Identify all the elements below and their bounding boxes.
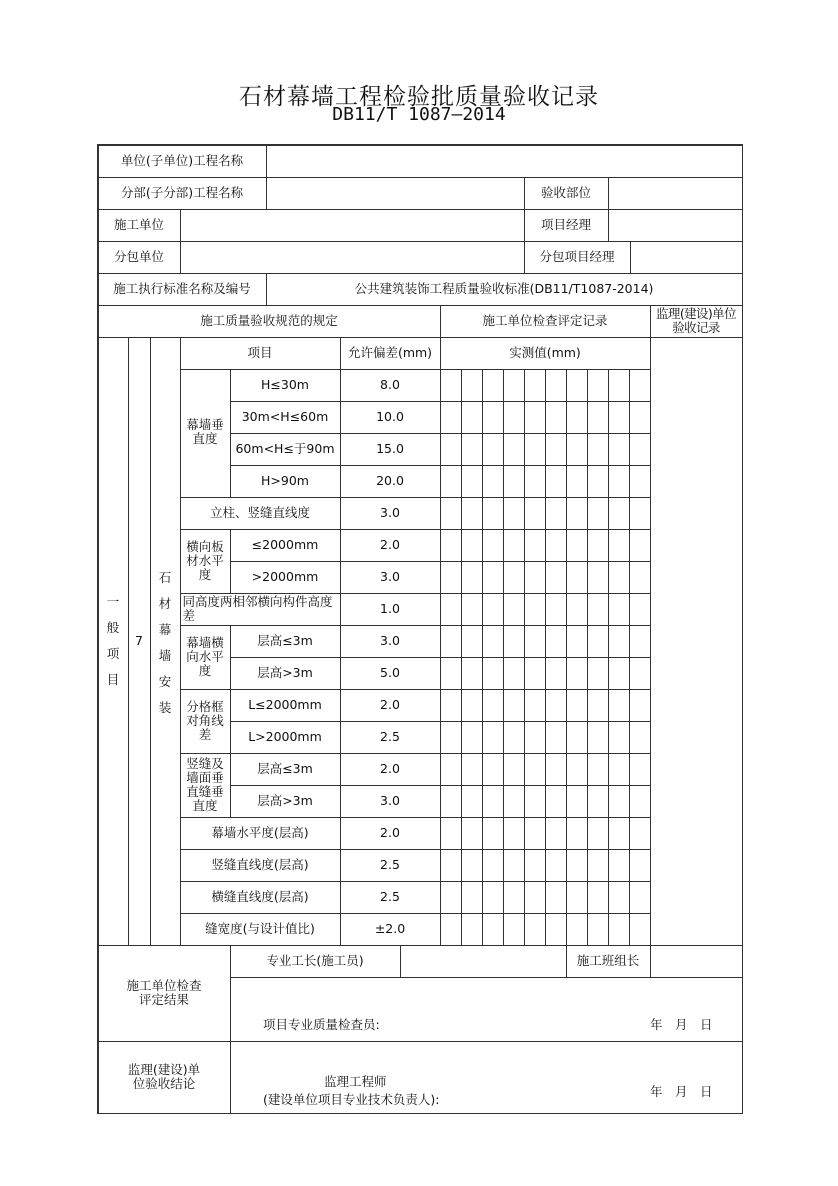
measured-cell[interactable]: [524, 689, 546, 722]
measured-cell[interactable]: [461, 881, 483, 914]
measured-cell[interactable]: [545, 657, 567, 690]
general-items-label-cell: [98, 337, 129, 946]
measured-cell[interactable]: [545, 753, 567, 786]
measured-cell[interactable]: [629, 785, 651, 818]
measured-cell[interactable]: [461, 785, 483, 818]
measured-cell[interactable]: [587, 817, 609, 850]
accept-part-field[interactable]: [608, 177, 743, 210]
measured-cell[interactable]: [503, 817, 525, 850]
inspector-label: 项目专业质量检查员:: [263, 1017, 380, 1032]
measured-cell[interactable]: [608, 753, 630, 786]
measured-cell[interactable]: [524, 785, 546, 818]
tolerance-value: 5.0: [340, 657, 441, 690]
measured-cell[interactable]: [440, 625, 462, 658]
measured-cell[interactable]: [461, 625, 483, 658]
document-title: 石材幕墙工程检验批质量验收记录: [239, 84, 599, 110]
measured-cell[interactable]: [566, 913, 588, 946]
measured-cell[interactable]: [608, 625, 630, 658]
supervisor-record-field[interactable]: [650, 337, 743, 946]
item-subcondition: >2000mm: [230, 561, 341, 594]
measured-cell[interactable]: [482, 913, 504, 946]
tolerance-value: 1.0: [340, 593, 441, 626]
tolerance-value: 8.0: [340, 369, 441, 402]
measured-cell[interactable]: [608, 849, 630, 882]
measured-cell[interactable]: [524, 401, 546, 434]
measured-cell[interactable]: [482, 465, 504, 498]
measured-cell[interactable]: [524, 561, 546, 594]
measured-cell[interactable]: [608, 561, 630, 594]
unit-name-label: 单位(子单位)工程名称: [98, 145, 267, 178]
measured-cell[interactable]: [482, 785, 504, 818]
measured-cell[interactable]: [566, 433, 588, 466]
measured-cell[interactable]: [503, 593, 525, 626]
measured-cell[interactable]: [566, 561, 588, 594]
item-label: 立柱、竖缝直线度: [180, 497, 341, 530]
measured-cell[interactable]: [482, 817, 504, 850]
item-subcondition: ≤2000mm: [230, 529, 341, 562]
measured-cell[interactable]: [440, 689, 462, 722]
unit-name-field[interactable]: [266, 145, 743, 178]
measured-cell[interactable]: [629, 689, 651, 722]
tolerance-value: 2.0: [340, 817, 441, 850]
item-group-label: 横向板材水平度: [180, 529, 231, 594]
sub-name-label: 分部(子分部)工程名称: [98, 177, 267, 210]
measured-cell[interactable]: [440, 881, 462, 914]
measured-cell[interactable]: [503, 529, 525, 562]
measured-cell[interactable]: [482, 369, 504, 402]
measured-cell[interactable]: [629, 721, 651, 754]
accept-part-label: 验收部位: [524, 177, 609, 210]
measured-cell[interactable]: [629, 561, 651, 594]
measured-cell[interactable]: [629, 657, 651, 690]
measured-cell[interactable]: [503, 369, 525, 402]
contractor-field[interactable]: [180, 209, 525, 242]
item-subcondition: 层高>3m: [230, 657, 341, 690]
tolerance-value: 2.5: [340, 881, 441, 914]
measured-cell[interactable]: [587, 529, 609, 562]
measured-cell[interactable]: [587, 369, 609, 402]
measured-cell[interactable]: [461, 817, 483, 850]
measured-cell[interactable]: [482, 881, 504, 914]
measured-cell[interactable]: [461, 593, 483, 626]
measured-cell[interactable]: [461, 753, 483, 786]
measured-cell[interactable]: [608, 817, 630, 850]
measured-cell[interactable]: [545, 369, 567, 402]
measured-cell[interactable]: [587, 561, 609, 594]
measured-cell[interactable]: [587, 849, 609, 882]
measured-cell[interactable]: [587, 689, 609, 722]
measured-cell[interactable]: [566, 785, 588, 818]
measured-cell[interactable]: [440, 433, 462, 466]
measured-cell[interactable]: [503, 561, 525, 594]
measured-cell[interactable]: [545, 881, 567, 914]
engineer-label: 监理工程师: [324, 1074, 387, 1089]
measured-cell[interactable]: [587, 721, 609, 754]
measured-cell[interactable]: [461, 529, 483, 562]
measured-cell[interactable]: [545, 849, 567, 882]
measured-cell[interactable]: [482, 849, 504, 882]
item-subcondition: H≤30m: [230, 369, 341, 402]
measured-cell[interactable]: [566, 465, 588, 498]
measured-cell[interactable]: [440, 785, 462, 818]
measured-cell[interactable]: [587, 657, 609, 690]
group-label: 石材幕墙安装: [158, 569, 172, 715]
subcontractor-label: 分包单位: [98, 241, 181, 274]
standard-value: 公共建筑装饰工程质量验收标准(DB11/T1087-2014): [266, 273, 743, 306]
measured-cell[interactable]: [440, 593, 462, 626]
item-group-label: 幕墙横向水平度: [180, 625, 231, 690]
measured-cell[interactable]: [461, 689, 483, 722]
inspection-date: 年 月 日: [650, 1017, 713, 1032]
tolerance-value: 3.0: [340, 785, 441, 818]
measured-cell[interactable]: [629, 497, 651, 530]
measured-cell[interactable]: [440, 497, 462, 530]
sub-name-field[interactable]: [266, 177, 525, 210]
measured-cell[interactable]: [482, 657, 504, 690]
measured-cell[interactable]: [440, 817, 462, 850]
spec-section-header: 施工质量验收规范的规定: [98, 305, 441, 338]
measured-cell[interactable]: [461, 369, 483, 402]
measured-cell[interactable]: [608, 785, 630, 818]
measured-cell[interactable]: [608, 881, 630, 914]
measured-cell[interactable]: [629, 849, 651, 882]
contractor-label: 施工单位: [98, 209, 181, 242]
measured-cell[interactable]: [608, 465, 630, 498]
group-label-cell: [150, 337, 181, 946]
item-subcondition: 60m<H≤于90m: [230, 433, 341, 466]
measured-cell[interactable]: [524, 817, 546, 850]
measured-cell[interactable]: [461, 913, 483, 946]
tolerance-value: 2.5: [340, 849, 441, 882]
measured-cell[interactable]: [587, 913, 609, 946]
measured-cell[interactable]: [482, 593, 504, 626]
measured-cell[interactable]: [461, 657, 483, 690]
measured-cell[interactable]: [629, 369, 651, 402]
measured-cell[interactable]: [461, 465, 483, 498]
measured-cell[interactable]: [524, 433, 546, 466]
measured-cell[interactable]: [608, 913, 630, 946]
measured-cell[interactable]: [482, 689, 504, 722]
measured-cell[interactable]: [524, 625, 546, 658]
measured-cell[interactable]: [440, 913, 462, 946]
measured-cell[interactable]: [566, 721, 588, 754]
contractor-result-label: 施工单位检查评定结果: [98, 945, 231, 1042]
measured-cell[interactable]: [587, 497, 609, 530]
measured-cell[interactable]: [503, 721, 525, 754]
measured-cell[interactable]: [566, 593, 588, 626]
tolerance-value: 10.0: [340, 401, 441, 434]
measured-cell[interactable]: [566, 753, 588, 786]
measured-cell[interactable]: [545, 401, 567, 434]
measured-cell[interactable]: [608, 689, 630, 722]
measured-cell[interactable]: [503, 497, 525, 530]
measured-cell[interactable]: [524, 369, 546, 402]
measured-cell[interactable]: [440, 369, 462, 402]
measured-cell[interactable]: [524, 721, 546, 754]
measured-cell[interactable]: [629, 753, 651, 786]
measured-cell[interactable]: [503, 625, 525, 658]
measured-column-header: 实测值(mm): [440, 337, 651, 370]
measured-cell[interactable]: [440, 849, 462, 882]
measured-cell[interactable]: [503, 881, 525, 914]
tolerance-value: 2.0: [340, 689, 441, 722]
measured-cell[interactable]: [503, 689, 525, 722]
measured-cell[interactable]: [587, 433, 609, 466]
measured-cell[interactable]: [566, 529, 588, 562]
general-items-label: 一般项目: [106, 594, 120, 687]
measured-cell[interactable]: [440, 529, 462, 562]
item-subcondition: L>2000mm: [230, 721, 341, 754]
measured-cell[interactable]: [545, 593, 567, 626]
measured-cell[interactable]: [566, 369, 588, 402]
tolerance-value: 3.0: [340, 497, 441, 530]
foreman-label: 专业工长(施工员): [230, 945, 401, 978]
measured-cell[interactable]: [461, 401, 483, 434]
measured-cell[interactable]: [482, 529, 504, 562]
measured-cell[interactable]: [503, 657, 525, 690]
subcontractor-field[interactable]: [180, 241, 525, 274]
measured-cell[interactable]: [503, 465, 525, 498]
tolerance-value: 3.0: [340, 561, 441, 594]
measured-cell[interactable]: [629, 881, 651, 914]
measured-cell[interactable]: [545, 689, 567, 722]
item-subcondition: H>90m: [230, 465, 341, 498]
measured-cell[interactable]: [503, 401, 525, 434]
measured-cell[interactable]: [587, 465, 609, 498]
measured-cell[interactable]: [587, 785, 609, 818]
tolerance-value: 2.0: [340, 753, 441, 786]
tolerance-value: 15.0: [340, 433, 441, 466]
measured-cell[interactable]: [545, 465, 567, 498]
measured-cell[interactable]: [503, 913, 525, 946]
measured-cell[interactable]: [461, 721, 483, 754]
item-column-header: 项目: [180, 337, 341, 370]
measured-cell[interactable]: [629, 593, 651, 626]
item-label: 横缝直线度(层高): [180, 881, 341, 914]
measured-cell[interactable]: [608, 593, 630, 626]
measured-cell[interactable]: [482, 561, 504, 594]
measured-cell[interactable]: [566, 849, 588, 882]
tolerance-value: 20.0: [340, 465, 441, 498]
measured-cell[interactable]: [545, 497, 567, 530]
item-group-label: 竖缝及墙面垂直缝垂直度: [180, 753, 231, 818]
measured-cell[interactable]: [461, 561, 483, 594]
measured-cell[interactable]: [461, 849, 483, 882]
measured-cell[interactable]: [545, 817, 567, 850]
measured-cell[interactable]: [461, 497, 483, 530]
supervisor-conclusion-label: 监理(建设)单位验收结论: [98, 1041, 231, 1114]
measured-cell[interactable]: [440, 465, 462, 498]
measured-cell[interactable]: [629, 625, 651, 658]
item-label: 竖缝直线度(层高): [180, 849, 341, 882]
measured-cell[interactable]: [482, 401, 504, 434]
item-group-label: 幕墙垂直度: [180, 369, 231, 498]
measured-cell[interactable]: [503, 785, 525, 818]
measured-cell[interactable]: [608, 721, 630, 754]
measured-cell[interactable]: [587, 753, 609, 786]
item-subcondition: 层高>3m: [230, 785, 341, 818]
measured-cell[interactable]: [587, 881, 609, 914]
measured-cell[interactable]: [566, 817, 588, 850]
tolerance-value: 2.0: [340, 529, 441, 562]
item-label: 缝宽度(与设计值比): [180, 913, 341, 946]
item-subcondition: 层高≤3m: [230, 753, 341, 786]
measured-cell[interactable]: [503, 433, 525, 466]
measured-cell[interactable]: [629, 529, 651, 562]
measured-cell[interactable]: [566, 497, 588, 530]
measured-cell[interactable]: [629, 913, 651, 946]
measured-cell[interactable]: [440, 753, 462, 786]
measured-cell[interactable]: [524, 529, 546, 562]
measured-cell[interactable]: [608, 529, 630, 562]
measured-cell[interactable]: [440, 561, 462, 594]
item-subcondition: 层高≤3m: [230, 625, 341, 658]
measured-cell[interactable]: [440, 401, 462, 434]
measured-cell[interactable]: [545, 433, 567, 466]
measured-cell[interactable]: [503, 753, 525, 786]
sub-pm-label: 分包项目经理: [524, 241, 631, 274]
pm-field[interactable]: [608, 209, 743, 242]
measured-cell[interactable]: [545, 561, 567, 594]
measured-cell[interactable]: [440, 657, 462, 690]
measured-cell[interactable]: [608, 369, 630, 402]
measured-cell[interactable]: [608, 497, 630, 530]
tolerance-column-header: 允许偏差(mm): [340, 337, 441, 370]
measured-cell[interactable]: [629, 817, 651, 850]
tolerance-value: 2.5: [340, 721, 441, 754]
measured-cell[interactable]: [440, 721, 462, 754]
team-leader-field[interactable]: [650, 945, 743, 978]
engineer-note: (建设单位项目专业技术负责人):: [263, 1092, 440, 1107]
measured-cell[interactable]: [524, 657, 546, 690]
measured-cell[interactable]: [608, 433, 630, 466]
supervisor-record-header: 监理(建设)单位验收记录: [650, 305, 743, 338]
measured-cell[interactable]: [545, 625, 567, 658]
measured-cell[interactable]: [524, 753, 546, 786]
measured-cell[interactable]: [545, 785, 567, 818]
measured-cell[interactable]: [566, 401, 588, 434]
measured-cell[interactable]: [629, 465, 651, 498]
measured-cell[interactable]: [482, 625, 504, 658]
measured-cell[interactable]: [629, 433, 651, 466]
item-label: 同高度两相邻横向构件高度差: [180, 593, 341, 626]
measured-cell[interactable]: [524, 913, 546, 946]
item-group-label: 分格框对角线差: [180, 689, 231, 754]
measured-cell[interactable]: [629, 401, 651, 434]
measured-cell[interactable]: [566, 689, 588, 722]
measured-cell[interactable]: [524, 497, 546, 530]
measured-cell[interactable]: [524, 593, 546, 626]
team-leader-label: 施工班组长: [566, 945, 651, 978]
item-number: 7: [135, 633, 143, 648]
item-subcondition: L≤2000mm: [230, 689, 341, 722]
measured-cell[interactable]: [482, 433, 504, 466]
measured-cell[interactable]: [608, 401, 630, 434]
item-number-cell: [128, 337, 151, 946]
measured-cell[interactable]: [566, 625, 588, 658]
item-label: 幕墙水平度(层高): [180, 817, 341, 850]
conclusion-date: 年 月 日: [650, 1084, 713, 1099]
tolerance-value: ±2.0: [340, 913, 441, 946]
measured-cell[interactable]: [566, 881, 588, 914]
contractor-record-header: 施工单位检查评定记录: [440, 305, 651, 338]
measured-cell[interactable]: [587, 625, 609, 658]
sub-pm-field[interactable]: [630, 241, 743, 274]
measured-cell[interactable]: [482, 753, 504, 786]
measured-cell[interactable]: [482, 497, 504, 530]
foreman-field[interactable]: [400, 945, 567, 978]
document-standard-code: DB11/T 1087—2014: [332, 104, 506, 125]
measured-cell[interactable]: [461, 433, 483, 466]
measured-cell[interactable]: [545, 529, 567, 562]
measured-cell[interactable]: [587, 401, 609, 434]
tolerance-value: 3.0: [340, 625, 441, 658]
measured-cell[interactable]: [587, 593, 609, 626]
measured-cell[interactable]: [503, 849, 525, 882]
measured-cell[interactable]: [545, 913, 567, 946]
measured-cell[interactable]: [545, 721, 567, 754]
item-subcondition: 30m<H≤60m: [230, 401, 341, 434]
measured-cell[interactable]: [482, 721, 504, 754]
measured-cell[interactable]: [524, 465, 546, 498]
measured-cell[interactable]: [608, 657, 630, 690]
pm-label: 项目经理: [524, 209, 609, 242]
measured-cell[interactable]: [524, 881, 546, 914]
measured-cell[interactable]: [566, 657, 588, 690]
measured-cell[interactable]: [524, 849, 546, 882]
standard-label: 施工执行标准名称及编号: [98, 273, 267, 306]
